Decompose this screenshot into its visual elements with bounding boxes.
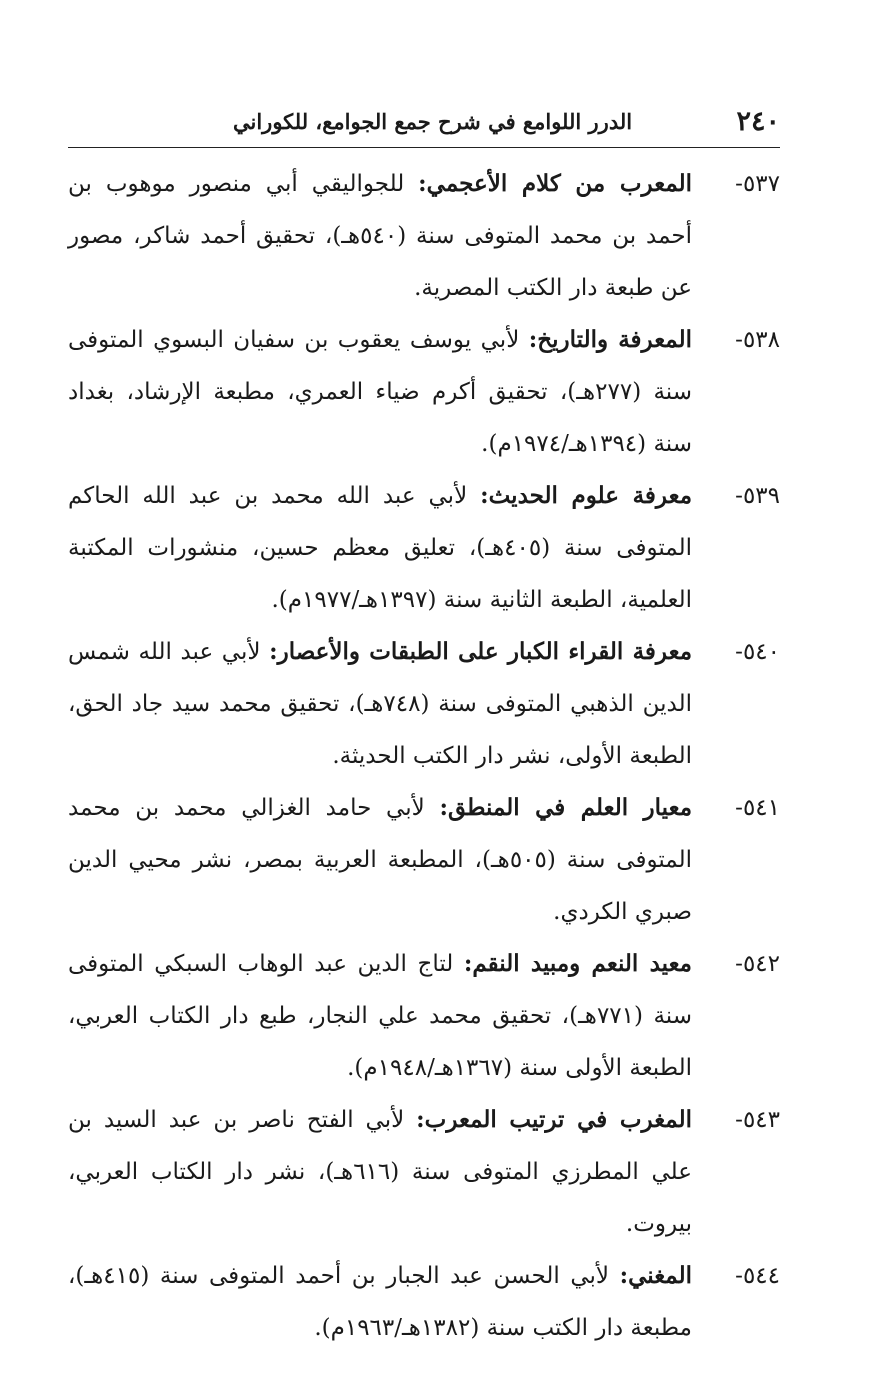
entry-number: ٥٤٤- xyxy=(735,1263,780,1289)
entry-number: ٥٤٣- xyxy=(735,1107,780,1133)
entry-text: لأبي عبد الله محمد بن عبد الله الحاكم المتوفى سنة (٤٠٥هـ)، تعليق معظم حسين، منشورات المكتبة العلمية، الطبعة الثانية سنة (١٣٩٧هـ/١٩٧٧م). xyxy=(68,483,692,613)
running-title: الدرر اللوامع في شرح جمع الجوامع، للكوراني xyxy=(233,108,633,134)
entry-title: معيد النعم ومبيد النقم: xyxy=(463,950,692,977)
bibliography-list xyxy=(68,158,780,1354)
bibliography-entry-540 xyxy=(68,626,780,782)
bibliography-entry-542 xyxy=(68,938,780,1094)
entry-text: لأبي حامد الغزالي محمد بن محمد المتوفى سنة (٥٠٥هـ)، المطبعة العربية بمصر، نشر محيي الدين صبري الكردي. xyxy=(68,795,692,925)
page-number: ٢٤٠ xyxy=(736,105,780,137)
bibliography-entry-537 xyxy=(68,158,780,314)
entry-title: المغني: xyxy=(619,1262,692,1289)
entry-text: لتاج الدين عبد الوهاب السبكي المتوفى سنة (٧٧١هـ)، تحقيق محمد علي النجار، طبع دار الكتاب العربي، الطبعة الأولى سنة (١٣٦٧هـ/١٩٤٨م). xyxy=(68,951,692,1081)
entry-text: لأبي عبد الله شمس الدين الذهبي المتوفى سنة (٧٤٨هـ)، تحقيق محمد سيد جاد الحق، الطبعة الأولى، نشر دار الكتب الحديثة. xyxy=(68,639,692,769)
entry-number: ٥٣٧- xyxy=(735,171,780,197)
bibliography-entry-538 xyxy=(68,314,780,470)
entry-number: ٥٣٩- xyxy=(735,483,780,509)
entry-text: لأبي يوسف يعقوب بن سفيان البسوي المتوفى سنة (٢٧٧هـ)، تحقيق أكرم ضياء العمري، مطبعة الإرشاد، بغداد سنة (١٣٩٤هـ/١٩٧٤م). xyxy=(68,327,692,457)
entry-number: ٥٤٠- xyxy=(735,639,780,665)
entry-text: لأبي الحسن عبد الجبار بن أحمد المتوفى سنة (٤١٥هـ)، مطبعة دار الكتب سنة (١٣٨٢هـ/١٩٦٣م). xyxy=(68,1263,692,1341)
entry-number: ٥٤٢- xyxy=(735,951,780,977)
entry-number: ٥٣٨- xyxy=(735,327,780,353)
entry-text: لأبي الفتح ناصر بن عبد السيد بن علي المطرزي المتوفى سنة (٦١٦هـ)، نشر دار الكتاب العربي، بيروت. xyxy=(68,1107,692,1237)
entry-text: للجواليقي أبي منصور موهوب بن أحمد بن محمد المتوفى سنة (٥٤٠هـ)، تحقيق أحمد شاكر، مصور عن طبعة دار الكتب المصرية. xyxy=(68,171,692,301)
header-divider xyxy=(68,147,780,148)
bibliography-entry-543 xyxy=(68,1094,780,1250)
entry-title: المعرب من كلام الأعجمي: xyxy=(418,170,693,197)
entry-title: المعرفة والتاريخ: xyxy=(528,326,693,353)
bibliography-entry-539 xyxy=(68,470,780,626)
bibliography-entry-541 xyxy=(68,782,780,938)
entry-title: معرفة علوم الحديث: xyxy=(480,482,693,509)
page-header xyxy=(68,100,780,142)
entry-title: معرفة القراء الكبار على الطبقات والأعصار: xyxy=(269,638,693,665)
entry-title: المغرب في ترتيب المعرب: xyxy=(416,1106,692,1133)
entry-title: معيار العلم في المنطق: xyxy=(439,794,693,821)
bibliography-entry-544 xyxy=(68,1250,780,1354)
entry-number: ٥٤١- xyxy=(735,795,780,821)
